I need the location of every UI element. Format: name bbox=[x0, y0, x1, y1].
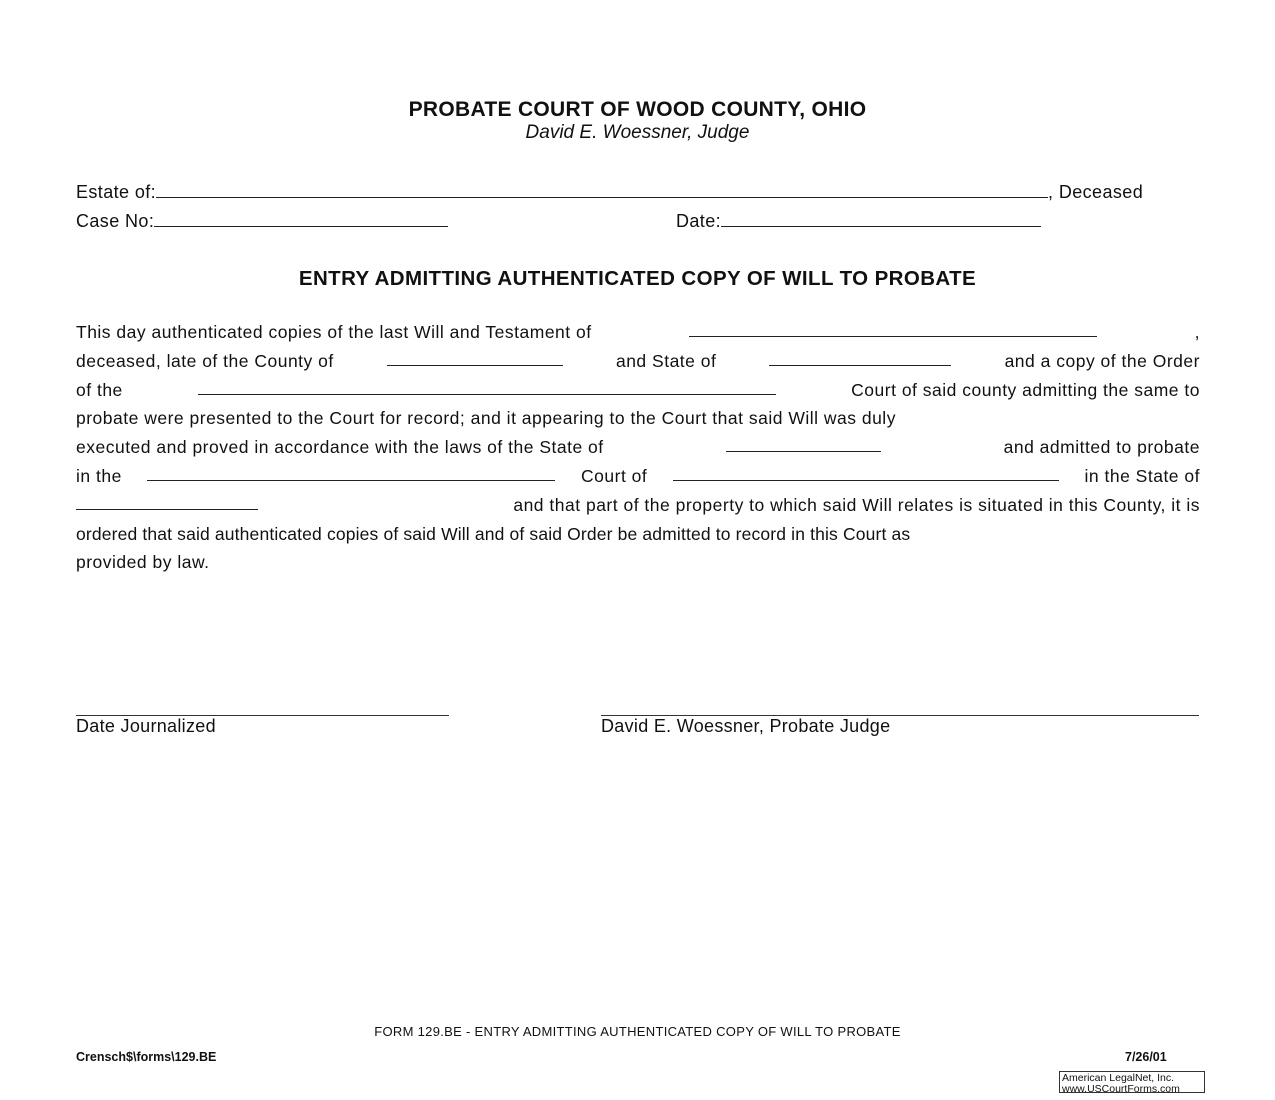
laws-state-blank[interactable] bbox=[726, 433, 881, 452]
form-revision-date: 7/26/01 bbox=[1125, 1050, 1167, 1064]
body-line-9: provided by law. bbox=[76, 552, 210, 573]
body-line-7: and that part of the property to which said Will relates is situated in this County, it is bbox=[76, 491, 1200, 520]
date-journalized-label: Date Journalized bbox=[76, 716, 216, 736]
entry-body bbox=[76, 318, 1200, 577]
court-title: PROBATE COURT OF WOOD COUNTY, OHIO bbox=[408, 98, 867, 121]
date-row bbox=[676, 209, 1041, 232]
court-location-blank[interactable] bbox=[673, 462, 1059, 481]
date-label: Date: bbox=[676, 211, 722, 231]
publisher-badge bbox=[1059, 1071, 1205, 1093]
estate-row bbox=[76, 180, 1143, 203]
estate-field[interactable] bbox=[156, 180, 1048, 198]
court-name-blank[interactable] bbox=[198, 376, 776, 395]
case-no-field[interactable] bbox=[154, 209, 448, 227]
body-line-2: deceased, late of the County of and State of and a copy of the Order bbox=[76, 347, 1200, 376]
county-blank[interactable] bbox=[387, 347, 563, 366]
deceased-suffix: , Deceased bbox=[1048, 182, 1144, 202]
probate-court-blank[interactable] bbox=[147, 462, 555, 481]
body-line-6: in the Court of in the State of bbox=[76, 462, 1200, 491]
body-line-4: probate were presented to the Court for record; and it appearing to the Court that said Will was duly bbox=[76, 408, 896, 429]
body-line-3: of the Court of said county admitting the same to bbox=[76, 376, 1200, 405]
publisher-name: American LegalNet, Inc. bbox=[1062, 1072, 1175, 1084]
body-line-1: This day authenticated copies of the last Will and Testament of , bbox=[76, 318, 1200, 347]
date-field[interactable] bbox=[721, 209, 1041, 227]
form-footer-title: FORM 129.BE - ENTRY ADMITTING AUTHENTICATED COPY OF WILL TO PROBATE bbox=[374, 1024, 901, 1039]
judge-signature-label: David E. Woessner, Probate Judge bbox=[601, 716, 891, 736]
case-no-row bbox=[76, 209, 448, 232]
body-line-8: ordered that said authenticated copies of said Will and of said Order be admitted to record in this Court as bbox=[76, 523, 911, 544]
state-blank[interactable] bbox=[769, 347, 951, 366]
body-line-5: executed and proved in accordance with the laws of the State of and admitted to probate bbox=[76, 433, 1200, 462]
estate-label: Estate of: bbox=[76, 182, 157, 202]
publisher-url: www.USCourtForms.com bbox=[1062, 1082, 1180, 1095]
form-file-path: Crensch$\forms\129.BE bbox=[76, 1050, 217, 1064]
judge-subtitle: David E. Woessner, Judge bbox=[525, 122, 750, 143]
testator-name-blank[interactable] bbox=[689, 318, 1097, 337]
case-no-label: Case No: bbox=[76, 211, 155, 231]
document-title: ENTRY ADMITTING AUTHENTICATED COPY OF WILL TO PROBATE bbox=[298, 267, 977, 290]
admitting-state-blank[interactable] bbox=[76, 491, 258, 510]
